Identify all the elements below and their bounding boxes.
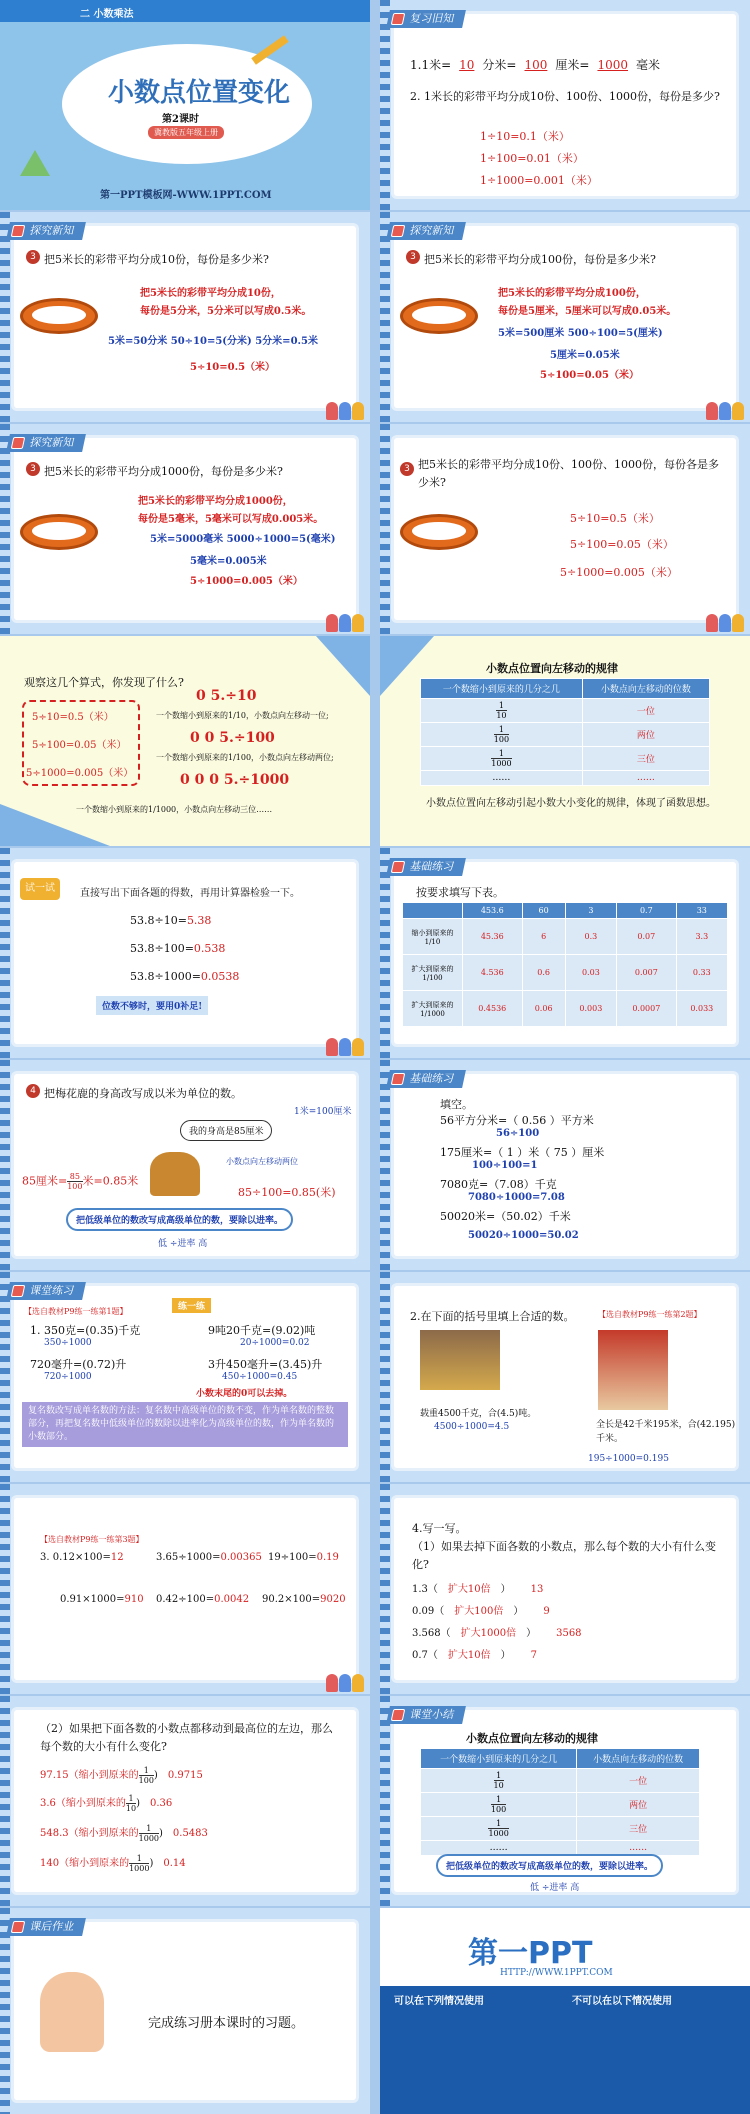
answer-2: 1÷100=0.01（米）: [480, 152, 584, 165]
slide-rule: [380, 636, 750, 846]
slide-write-1: [380, 1484, 750, 1694]
slide-fill: [380, 1060, 750, 1270]
rule-paragraph: 小数点位置向左移动引起小数大小变化的规律，体现了函数思想。: [426, 798, 716, 809]
section-tag: 基础练习: [386, 1070, 466, 1088]
question: 2.在下面的括号里填上合适的数。: [410, 1310, 575, 1323]
fill-table: 453.6 60 3 0.7 33 缩小到原来的1/10 45.36 6 0.3 0.07 3.3 扩大到原来的1/100 4.536 0.6 0.03 0.007 0.33 扩大到原来的1/1000 0.4536 0.06 0.003 0.0007 0.033: [402, 902, 728, 1027]
calc-1a: 3. 0.12×100=12: [40, 1552, 124, 1563]
line-4: 5厘米=0.05米: [550, 350, 620, 361]
rule-note: 把低级单位的数改写成高级单位的数，要除以进率。: [66, 1208, 293, 1231]
line-3: 5÷1000=0.005（米）: [560, 566, 678, 579]
row-4: 0.7（ 扩大10倍 ） 7: [412, 1650, 538, 1661]
deer-icon: [150, 1152, 200, 1196]
table-row: $\frac{1}{1000}$ 三位: [421, 747, 710, 771]
line-2b: 100÷100=1: [472, 1160, 538, 1171]
calc-2a: 0.91×1000=910: [60, 1594, 144, 1605]
section-tag: 课堂练习: [6, 1282, 86, 1300]
table-row: 扩大到原来的1/100 4.536 0.6 0.03 0.007 0.33: [403, 955, 728, 991]
eq-3: 5÷1000=0.005（米）: [26, 768, 134, 779]
line-2: 每份是5厘米，5厘米可以写成0.05米。: [498, 306, 677, 317]
tip: 小数末尾的0可以去掉。: [196, 1389, 293, 1399]
tag-icon: [391, 1073, 406, 1085]
question-number: 3: [406, 250, 420, 264]
tag-icon: [11, 1285, 26, 1297]
line-3b: 7080÷1000=7.08: [468, 1192, 565, 1203]
answer-1: 1÷10=0.1（米）: [480, 130, 570, 143]
source: 【选自教材P9练一练第2题】: [598, 1310, 702, 1319]
desc-1: 一个数缩小到原来的1/10，小数点向左移动一位;: [156, 711, 329, 720]
bubble: 我的身高是85厘米: [180, 1120, 272, 1141]
slide-class-practice: [0, 1272, 370, 1482]
question: 观察这几个算式，你发现了什么?: [24, 676, 184, 689]
calc-2: 53.8÷100=0.538: [130, 942, 226, 955]
try-badge: 试一试: [20, 878, 60, 900]
calc-2c: 90.2×100=9020: [262, 1594, 346, 1605]
formula-2: 0 0 5.÷100: [190, 730, 275, 746]
row-2: 3.6（缩小到原来的 $\frac{1}{10}$ ) 0.36: [40, 1794, 173, 1813]
q1: 1.1米= 10 分米= 100 厘米= 1000 毫米: [410, 58, 661, 72]
line-3: 5米=50分米 50÷10=5(分米) 5分米=0.5米: [108, 336, 318, 347]
calc-1c: 19÷100=0.19: [268, 1552, 339, 1563]
rule-title: 小数点位置向左移动的规律: [486, 662, 618, 675]
line-4b: 50020÷1000=50.02: [468, 1230, 579, 1241]
equation: 85厘米= $\frac{85}{100}$ 米=0.85米: [22, 1172, 139, 1191]
question: 把5米长的彩带平均分成100份，每份是多少米?: [424, 253, 656, 266]
row-3: 3.568（ 扩大1000倍 ） 3568: [412, 1628, 582, 1639]
section-tag: 课堂小结: [386, 1706, 466, 1724]
line-1: 56平方分米=（ 0.56 ）平方米: [440, 1114, 594, 1127]
kids-icon: [706, 610, 746, 632]
slide-observe: [0, 636, 370, 846]
desc-2: 一个数缩小到原来的1/100，小数点向左移动两位;: [156, 753, 334, 762]
line-2: 5÷100=0.05（米）: [570, 538, 674, 551]
line-2: 175厘米=（ 1 ）米（ 75 ）厘米: [440, 1146, 605, 1159]
question: 把5米长的彩带平均分成10份、100份、1000份，每份各是多少米?: [418, 458, 719, 489]
table-row: …… ……: [421, 771, 710, 786]
line-3: 5米=5000毫米 5000÷1000=5(毫米): [150, 534, 336, 545]
source: 【选自教材P9练一练第1题】: [24, 1307, 128, 1316]
homework-text: 完成练习册本课时的习题。: [148, 2016, 305, 2031]
kids-icon: [326, 398, 366, 420]
tag-icon: [391, 1709, 406, 1721]
slide-brand: [380, 1908, 750, 2114]
heading: 4.写一写。: [412, 1522, 467, 1535]
runners-image: [598, 1330, 668, 1410]
table-row: $\frac{1}{10}$ 一位: [421, 699, 710, 723]
ribbon-icon: [400, 292, 478, 336]
brand-logo: 第一PPT: [468, 1936, 593, 1971]
table-row: 扩大到原来的1/1000 0.4536 0.06 0.003 0.0007 0.033: [403, 991, 728, 1027]
line-1: 5÷10=0.5（米）: [570, 512, 660, 525]
tag-icon: [11, 1921, 26, 1933]
formula-3: 0 0 0 5.÷1000: [180, 772, 290, 788]
slide-summary: [380, 1696, 750, 1906]
page-title: 小数点位置变化: [108, 78, 291, 108]
line-2: 每份是5毫米，5毫米可以写成0.005米。: [138, 514, 324, 525]
ruler-icon: [20, 150, 50, 176]
kids-icon: [326, 1034, 366, 1056]
section-tag: 基础练习: [386, 858, 466, 876]
rule-table: [420, 678, 710, 786]
slide-try: [0, 848, 370, 1058]
slide-summary-question: [380, 424, 750, 634]
section-tag: 探究新知: [386, 222, 466, 240]
line-4: 50020米=（50.02）千米: [440, 1210, 571, 1223]
calc-1b: 3.65÷1000=0.00365: [156, 1552, 262, 1563]
source: 【选自教材P9练一练第3题】: [40, 1535, 144, 1544]
line-1b: 350÷1000: [44, 1338, 92, 1348]
conversion-1: 1米=100厘米: [294, 1107, 352, 1117]
table-row: 缩小到原来的1/10 45.36 6 0.3 0.07 3.3: [403, 919, 728, 955]
footer-label: 第一PPT模板网-WWW.1PPT.COM: [100, 190, 272, 201]
tag-icon: [391, 861, 406, 873]
q2: 2. 1米长的彩带平均分成10份、100份、1000份，每份是多少?: [410, 90, 720, 103]
desc-3: 一个数缩小到原来的1/1000，小数点向左移动三位……: [76, 805, 273, 814]
line-4b: 450÷1000=0.45: [222, 1372, 298, 1382]
ribbon-icon: [20, 508, 98, 552]
rule-note: 把低级单位的数改写成高级单位的数，要除以进率。: [436, 1854, 663, 1877]
line-3: 720毫升=(0.72)升: [30, 1358, 127, 1371]
usage-allowed: 可以在下列情况使用: [394, 1996, 484, 2007]
lesson-label: 第2课时: [162, 114, 199, 125]
caption-2: 全长是42千米195米，合(42.195)千米。: [596, 1420, 736, 1444]
slide-basic-table: [380, 848, 750, 1058]
tag-icon: [11, 225, 26, 237]
slide-explore-1000: [0, 424, 370, 634]
ribbon-icon: [20, 292, 98, 336]
calc: 85÷100=0.85(米): [238, 1186, 336, 1199]
line-3: 7080克=（7.08）千克: [440, 1178, 557, 1191]
row-4: 140（缩小到原来的 $\frac{1}{1000}$ ) 0.14: [40, 1854, 186, 1873]
tip-box: 位数不够时，要用0补足!: [96, 996, 208, 1015]
question-number: 3: [400, 462, 414, 476]
calc-1: 53.8÷10=5.38: [130, 914, 212, 927]
slide-homework: [0, 1908, 370, 2114]
line-4: 3升450毫升=(3.45)升: [208, 1358, 323, 1371]
line-1: 把5米长的彩带平均分成1000份，: [138, 496, 293, 507]
caption-1b: 4500÷1000=4.5: [434, 1422, 510, 1432]
rule-table: 一个数缩小到原来的几分之几 小数点向左移动的位数 $\frac{1}{10}$ 一位 $\frac{1}{100}$ 两位 $\frac{1}{1000}$ 三位 …… ……: [420, 1748, 700, 1856]
question: （2）如果把下面各数的小数点都移动到最高位的左边，那么每个数的大小有什么变化?: [40, 1722, 333, 1753]
question-number: 3: [26, 462, 40, 476]
line-1: 把5米长的彩带平均分成100份，: [498, 288, 646, 299]
kids-icon: [326, 610, 366, 632]
question-number: 3: [26, 250, 40, 264]
student-icon: [40, 1972, 104, 2052]
kids-icon: [706, 398, 746, 420]
edition-label: 冀教版五年级上册: [148, 126, 224, 139]
table-row: $\frac{1}{100}$ 两位: [421, 1793, 700, 1817]
slide-explore-10: [0, 212, 370, 422]
brand-url: HTTP://WWW.1PPT.COM: [500, 1968, 613, 1978]
question: 按要求填写下表。: [416, 886, 504, 899]
line-4: 5÷10=0.5（米）: [190, 362, 276, 373]
line-2: 每份是5分米，5分米可以写成0.5米。: [140, 306, 312, 317]
exercise-badge: 练一练: [172, 1298, 211, 1313]
question: 把梅花鹿的身高改写成以米为单位的数。: [44, 1087, 242, 1100]
table-row: …… ……: [421, 1841, 700, 1856]
answer-3: 1÷1000=0.001（米）: [480, 174, 598, 187]
slide-deer: [0, 1060, 370, 1270]
line-1b: 56÷100: [496, 1128, 540, 1139]
caption-2b: 195÷1000=0.195: [588, 1454, 669, 1464]
ribbon-icon: [400, 508, 478, 552]
question-number: 4: [26, 1084, 40, 1098]
table-row: $\frac{1}{100}$ 两位: [421, 723, 710, 747]
slide-review: [380, 0, 750, 210]
kids-icon: [326, 1670, 366, 1692]
eq-1: 5÷10=0.5（米）: [32, 712, 114, 723]
slide-write-2: [0, 1696, 370, 1906]
col-header-1: 一个数缩小到原来的几分之几: [421, 679, 583, 699]
slide-fill-brackets: [380, 1272, 750, 1482]
col-header-2: 小数点向左移动的位数: [582, 679, 709, 699]
question: 把5米长的彩带平均分成10份，每份是多少米?: [44, 253, 269, 266]
heading: 填空。: [440, 1098, 473, 1111]
line-1: 把5米长的彩带平均分成10份，: [140, 288, 281, 299]
question: 把5米长的彩带平均分成1000份，每份是多少米?: [44, 465, 283, 478]
line-2: 9吨20千克=(9.02)吨: [208, 1324, 316, 1337]
section-tag: 复习旧知: [386, 10, 466, 28]
row-3: 548.3（缩小到原来的 $\frac{1}{1000}$ ) 0.5483: [40, 1824, 208, 1843]
truck-image: [420, 1330, 500, 1390]
tag-icon: [391, 13, 406, 25]
usage-forbidden: 不可以在以下情况使用: [572, 1996, 672, 2007]
line-4: 5毫米=0.005米: [190, 556, 267, 567]
line-3: 5米=500厘米 500÷100=5(厘米): [498, 328, 663, 339]
formula-1: 0 5.÷10: [196, 688, 257, 704]
line-3b: 720÷1000: [44, 1372, 92, 1382]
slide-exercise-3: [0, 1484, 370, 1694]
caption-1: 载重4500千克，合(4.5)吨。: [420, 1409, 537, 1419]
line-5: 5÷1000=0.005（米）: [190, 576, 303, 587]
method-box: 复名数改写成单名数的方法：复名数中高级单位的数不变，作为单名数的整数部分，再把复名数中低级单位的数除以进率化为高级单位的数，作为单名数的小数部分。: [22, 1402, 348, 1447]
row-1: 1.3（ 扩大10倍 ） 13: [412, 1584, 544, 1595]
question: 直接写出下面各题的得数，再用计算器检验一下。: [80, 888, 300, 899]
row-2: 0.09（ 扩大100倍 ） 9: [412, 1606, 550, 1617]
tag-icon: [391, 225, 406, 237]
calc-3: 53.8÷1000=0.0538: [130, 970, 240, 983]
question: （1）如果去掉下面各数的小数点，那么每个数的大小有什么变化?: [412, 1540, 716, 1571]
unit-label: 二 小数乘法: [80, 9, 134, 20]
unit-arrow: 低 ÷进率 高: [158, 1239, 208, 1249]
tag-icon: [11, 437, 26, 449]
row-1: 97.15（缩小到原来的 $\frac{1}{100}$ ) 0.9715: [40, 1766, 203, 1785]
slide-explore-100: [380, 212, 750, 422]
unit-arrow: 低 ÷进率 高: [530, 1883, 580, 1893]
line-5: 5÷100=0.05（米）: [540, 370, 639, 381]
section-tag: 探究新知: [6, 434, 86, 452]
line-2b: 20÷1000=0.02: [240, 1338, 310, 1348]
eq-2: 5÷100=0.05（米）: [32, 740, 127, 751]
table-row: $\frac{1}{10}$ 一位: [421, 1769, 700, 1793]
section-tag: 探究新知: [6, 222, 86, 240]
slide-cover: [0, 0, 370, 210]
section-tag: 课后作业: [6, 1918, 86, 1936]
table-row: $\frac{1}{1000}$ 三位: [421, 1817, 700, 1841]
conversion-2: 小数点向左移动两位: [226, 1157, 298, 1166]
line-1: 1. 350克=(0.35)千克: [30, 1324, 141, 1337]
calc-2b: 0.42÷100=0.0042: [156, 1594, 250, 1605]
rule-title: 小数点位置向左移动的规律: [466, 1732, 598, 1745]
